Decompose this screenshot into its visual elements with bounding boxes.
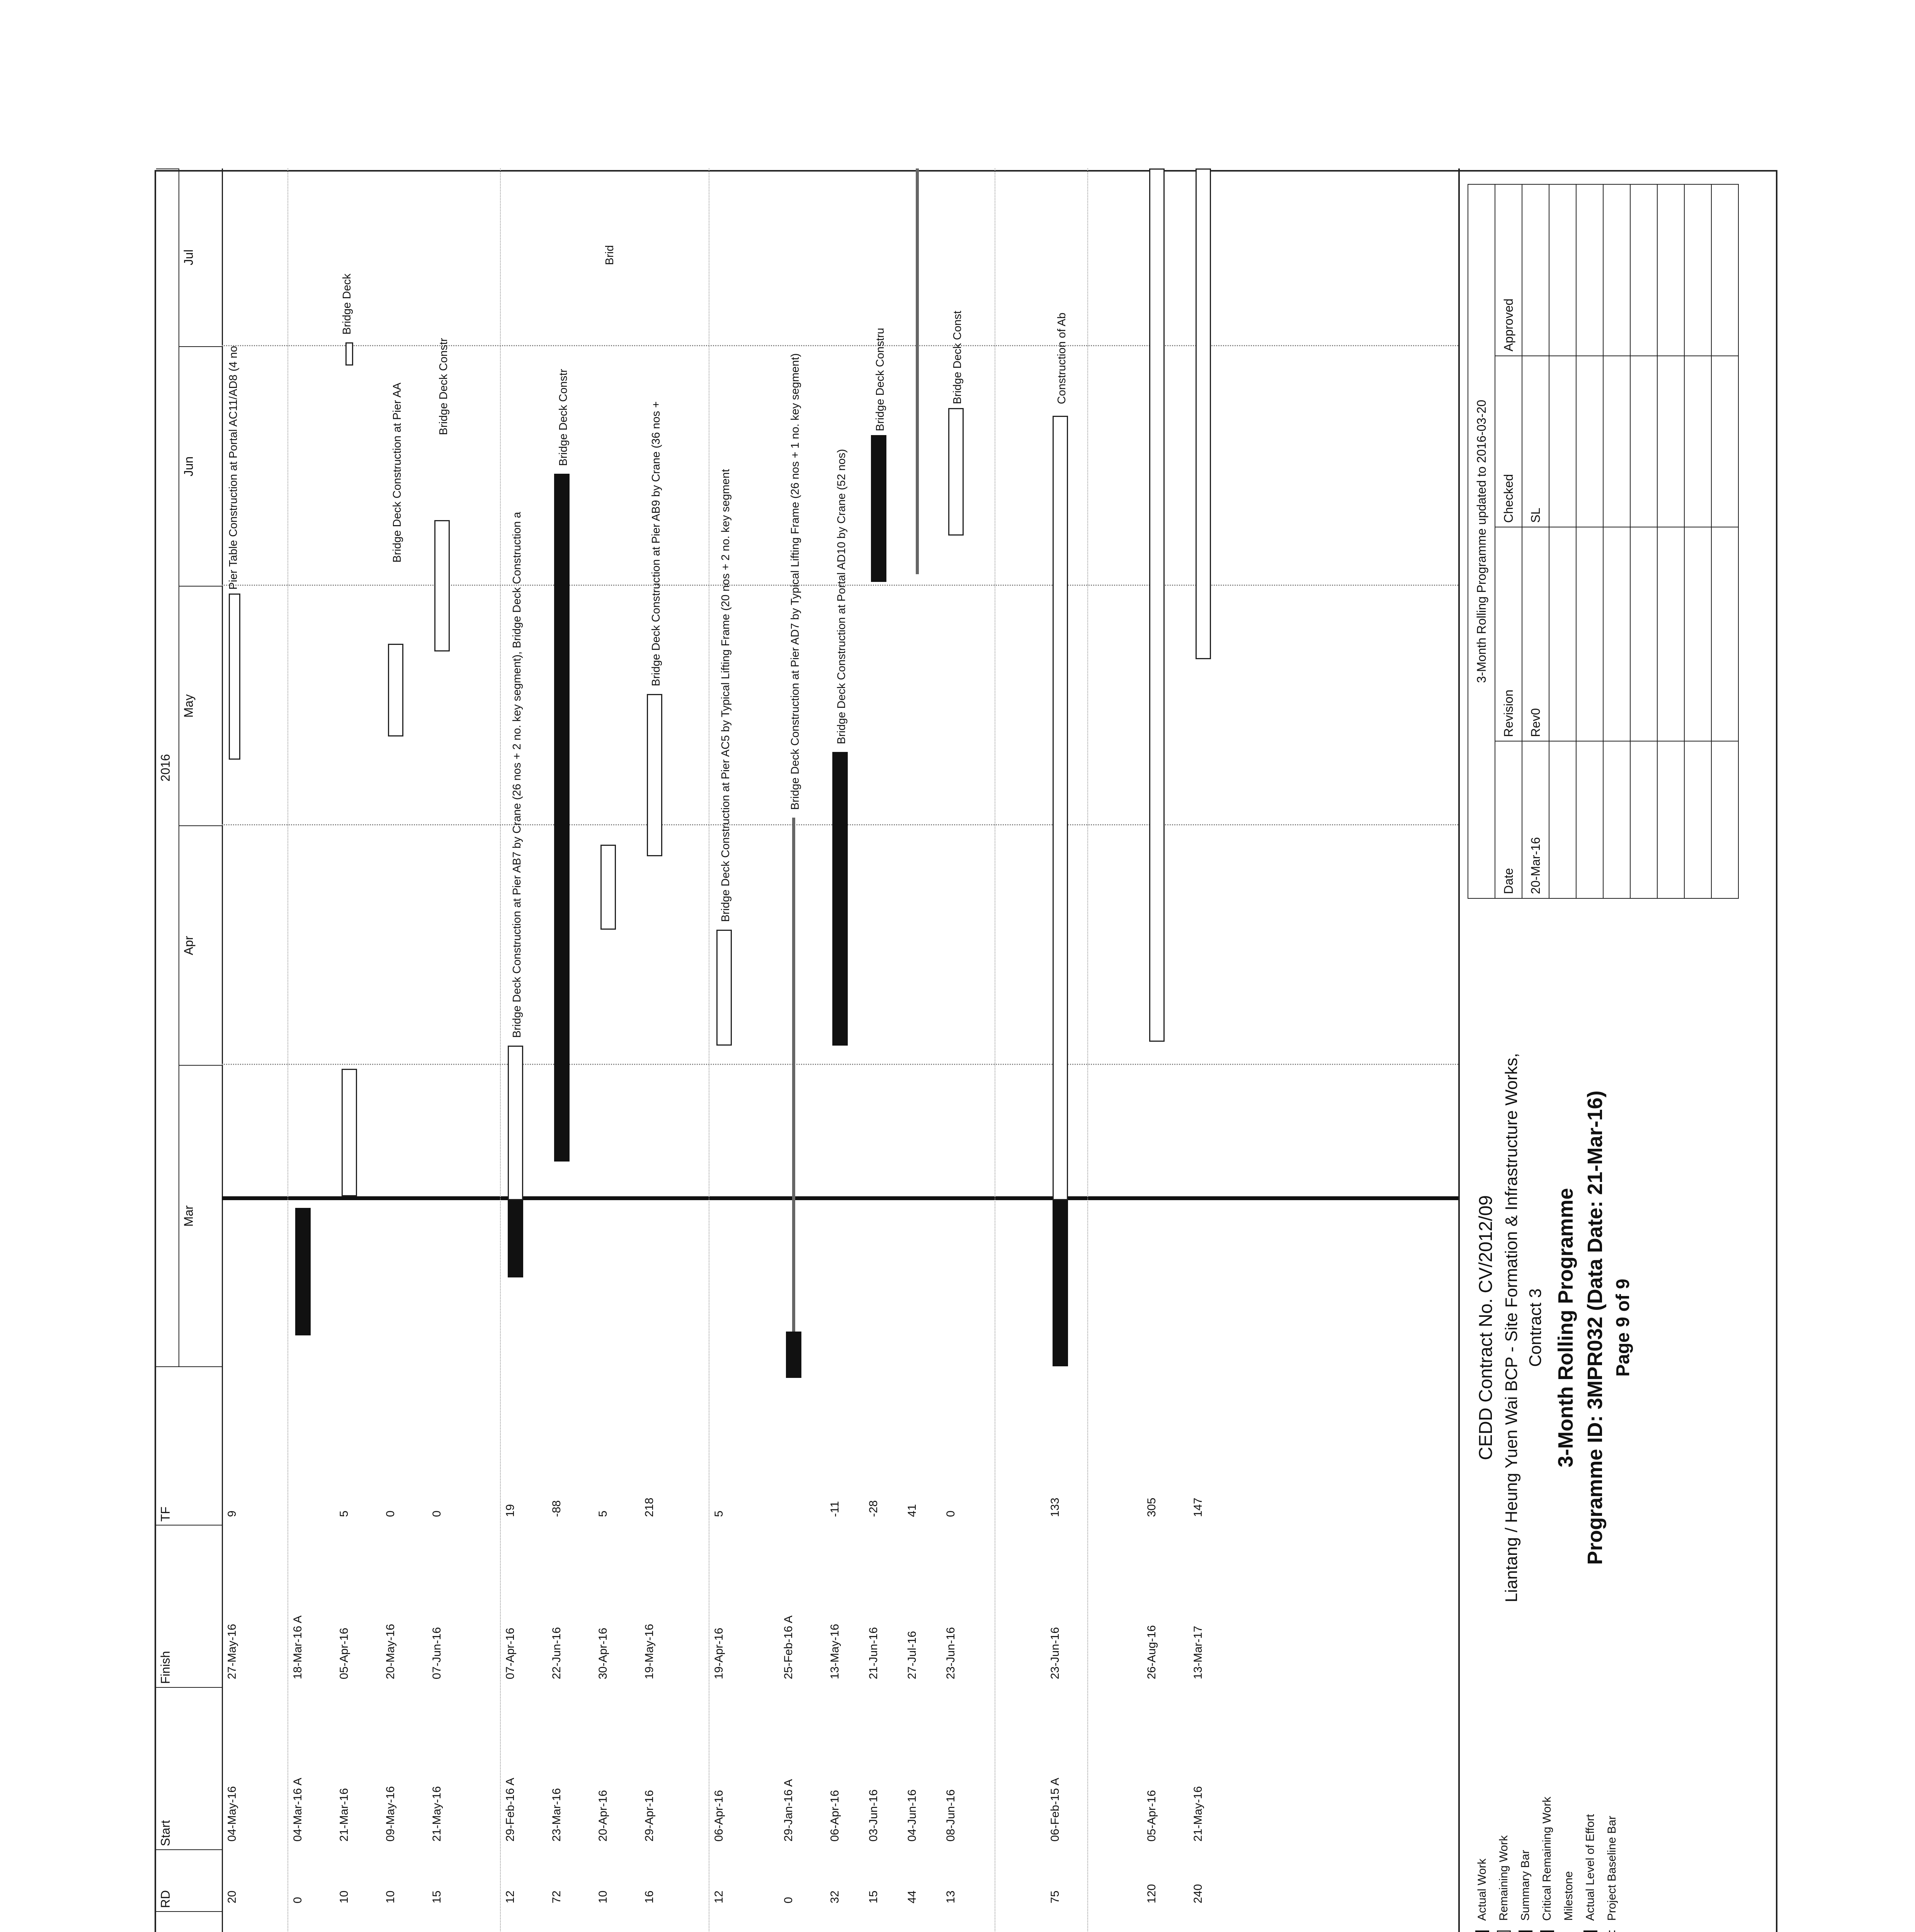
legend-critical-swatch-icon <box>1540 1930 1554 1932</box>
gantt-area <box>156 168 1458 1932</box>
gantt-bar <box>948 408 964 536</box>
activity-tf: -11 <box>828 1501 841 1517</box>
revision-date: 20-Mar-16 <box>1522 741 1549 898</box>
gantt-bar-label: Pier Table Construction at Portal AC11/AD8 (4 no <box>227 346 240 590</box>
activity-finish: 22-Jun-16 <box>550 1627 563 1679</box>
legend-label: Project Baseline Bar <box>1605 1816 1618 1921</box>
activity-tf: 305 <box>1145 1497 1158 1517</box>
legend-label: Critical Remaining Work <box>1541 1796 1553 1921</box>
activity-tf: 19 <box>504 1504 517 1517</box>
activity-finish: 13-Mar-17 <box>1192 1626 1204 1679</box>
activity-start: 06-Apr-16 <box>713 1790 725 1842</box>
title-block <box>1475 961 1634 1695</box>
gantt-bar-label: Bridge Deck Constru <box>874 328 886 431</box>
header-start: Start <box>156 1687 222 1849</box>
activity-rd: 32 <box>828 1890 841 1903</box>
activity-finish: 26-Aug-16 <box>1145 1625 1158 1679</box>
activity-rd: 44 <box>906 1890 918 1903</box>
legend-remaining-swatch-icon <box>1497 1930 1511 1932</box>
activity-start: 21-May-16 <box>430 1786 443 1842</box>
activity-rd: 0 <box>782 1897 795 1903</box>
activity-tf: 5 <box>338 1510 350 1517</box>
gantt-bar <box>1053 1200 1068 1366</box>
activity-rd: 15 <box>867 1890 880 1903</box>
header-finish: Finish <box>156 1525 222 1687</box>
contract-title: CEDD Contract No. CV/2012/09 <box>1476 1195 1496 1460</box>
legend-level-effort-swatch-icon <box>1583 1930 1597 1932</box>
header-tf: TF <box>156 1366 222 1525</box>
activity-finish: 19-May-16 <box>643 1624 656 1679</box>
page-number: Page 9 of 9 <box>1613 1279 1633 1377</box>
footer <box>1458 168 1781 1932</box>
activity-tf: 218 <box>643 1497 656 1517</box>
activity-finish: 05-Apr-16 <box>338 1628 350 1679</box>
activity-rd: 72 <box>550 1890 563 1903</box>
activity-start: 29-Apr-16 <box>643 1790 656 1842</box>
legend-label: Actual Level of Effort <box>1584 1814 1597 1921</box>
legend-actual-swatch-icon <box>1475 1930 1489 1932</box>
activity-finish: 21-Jun-16 <box>867 1627 880 1679</box>
header-rd: RD <box>156 1849 222 1911</box>
gantt-sheet <box>155 170 1777 1932</box>
gantt-bar <box>600 845 616 930</box>
activity-finish: 27-Jul-16 <box>906 1631 918 1679</box>
gantt-bar <box>434 520 450 651</box>
header-month: Jun <box>179 346 222 586</box>
gantt-bar <box>792 818 795 1332</box>
activity-start: 04-Mar-16 A <box>291 1777 304 1842</box>
gantt-bar <box>345 342 353 366</box>
activity-finish: 23-Jun-16 <box>944 1627 957 1679</box>
activity-rd: 12 <box>713 1890 725 1903</box>
gantt-bar <box>508 1200 523 1277</box>
activity-tf: 41 <box>906 1504 918 1517</box>
gantt-bar-label: Bridge Deck Constr <box>557 369 570 466</box>
gantt-bar <box>786 1332 801 1378</box>
activity-tf: 0 <box>430 1510 443 1517</box>
activity-rd: 16 <box>643 1890 656 1903</box>
revision-col-revision: Revision <box>1495 527 1522 741</box>
activity-rd: 240 <box>1192 1884 1204 1903</box>
gantt-bar-label: Construction of Ab <box>1056 313 1068 404</box>
activity-tf: 5 <box>713 1510 725 1517</box>
programme-id: Programme ID: 3MPR032 (Data Date: 21-Mar-16) <box>1583 1090 1607 1565</box>
activity-rd: 20 <box>226 1890 238 1903</box>
activity-start: 06-Feb-15 A <box>1049 1777 1061 1842</box>
row-divider <box>287 168 288 1932</box>
activity-tf: 0 <box>944 1510 957 1517</box>
activity-tf: 0 <box>384 1510 397 1517</box>
gantt-bar-label: Bridge Deck <box>341 274 353 335</box>
gantt-bar <box>647 694 662 856</box>
legend-label: Milestone <box>1562 1871 1575 1921</box>
activity-finish: 30-Apr-16 <box>597 1628 609 1679</box>
activity-finish: 23-Jun-16 <box>1049 1627 1061 1679</box>
legend-label: Summary Bar <box>1519 1850 1532 1921</box>
activity-start: 04-May-16 <box>226 1786 238 1842</box>
gantt-bar <box>229 594 240 760</box>
gantt-bar-label: Bridge Deck Construction at Pier AC5 by Typical Lifting Frame (20 nos + 2 no. key segment <box>719 469 732 922</box>
activity-start: 21-Mar-16 <box>338 1788 350 1842</box>
activity-tf: 133 <box>1049 1497 1061 1517</box>
activity-finish: 18-Mar-16 A <box>291 1615 304 1679</box>
legend <box>1471 1780 1623 1932</box>
gantt-bar <box>295 1208 311 1335</box>
activity-finish: 07-Jun-16 <box>430 1627 443 1679</box>
revision-col-date: Date <box>1495 741 1522 898</box>
revision-col-approved: Approved <box>1495 184 1522 356</box>
activity-tf: -88 <box>550 1500 563 1517</box>
activity-finish: 20-May-16 <box>384 1624 397 1679</box>
activity-tf: 147 <box>1192 1497 1204 1517</box>
activity-rd: 75 <box>1049 1890 1061 1903</box>
gantt-bar <box>832 752 848 1046</box>
revision-heading: 3-Month Rolling Programme updated to 2016-03-20 <box>1468 184 1495 898</box>
activity-tf: -28 <box>867 1500 880 1517</box>
revision-table <box>1468 184 1739 899</box>
gantt-bar-label: Bridge Deck Construction at Pier AB9 by Crane (36 nos + <box>650 401 662 686</box>
activity-start: 20-Apr-16 <box>597 1790 609 1842</box>
gantt-bar <box>871 435 886 582</box>
activity-start: 29-Jan-16 A <box>782 1779 795 1842</box>
gantt-bar-label: Bridge Deck Construction at Portal AD10 by Crane (52 nos) <box>835 449 848 744</box>
project-title: Liantang / Heung Yuen Wai BCP - Site Formation & Infrastructure Works, <box>1502 1053 1521 1602</box>
gantt-bar <box>716 930 732 1046</box>
gantt-bar-label: Brid <box>604 245 616 265</box>
header-year: 2016 <box>156 168 179 1366</box>
legend-baseline-swatch-icon <box>1609 1930 1615 1932</box>
gantt-bar <box>554 474 570 1162</box>
revision-number: Rev0 <box>1522 527 1549 741</box>
gantt-bar-label: Bridge Deck Const <box>951 311 964 404</box>
gantt-bar-label: Bridge Deck Constr <box>437 338 450 435</box>
activity-tf: 9 <box>226 1510 238 1517</box>
activity-start: 23-Mar-16 <box>550 1788 563 1842</box>
activity-rd: 10 <box>597 1890 609 1903</box>
legend-summary-swatch-icon <box>1519 1930 1532 1932</box>
programme-title: 3-Month Rolling Programme <box>1554 1188 1577 1468</box>
activity-rd: 13 <box>944 1890 957 1903</box>
revision-approved <box>1522 184 1549 356</box>
contract-subtitle: Contract 3 <box>1526 1288 1545 1367</box>
activity-start: 04-Jun-16 <box>906 1789 918 1842</box>
activity-start: 06-Apr-16 <box>828 1790 841 1842</box>
activity-start: 09-May-16 <box>384 1786 397 1842</box>
activity-finish: 27-May-16 <box>226 1624 238 1679</box>
revision-checked: SL <box>1522 356 1549 527</box>
revision-block <box>1468 184 1739 899</box>
header-month: May <box>179 586 222 825</box>
activity-start: 21-May-16 <box>1192 1786 1204 1842</box>
activity-start: 29-Feb-16 A <box>504 1777 517 1842</box>
activity-rd: 12 <box>504 1890 517 1903</box>
activity-tf: 5 <box>597 1510 609 1517</box>
activity-finish: 19-Apr-16 <box>713 1628 725 1679</box>
gantt-bar <box>508 1046 523 1200</box>
activity-finish: 07-Apr-16 <box>504 1628 517 1679</box>
activity-rd: 15 <box>430 1890 443 1903</box>
activity-rd: 120 <box>1145 1884 1158 1903</box>
revision-col-checked: Checked <box>1495 356 1522 527</box>
activity-start: 05-Apr-16 <box>1145 1790 1158 1842</box>
header-month: Mar <box>179 1065 222 1366</box>
row-divider <box>1087 168 1088 1932</box>
gantt-bar <box>1149 168 1165 1042</box>
activity-rd: 0 <box>291 1897 304 1903</box>
gantt-bar-label: Bridge Deck Construction at Pier AD7 by Typical Lifting Frame (26 nos + 1 no. key segment) <box>789 353 801 810</box>
gantt-bar <box>1053 416 1068 1200</box>
legend-label: Actual Work <box>1476 1858 1488 1921</box>
gantt-bar <box>1196 168 1211 659</box>
milestone-diamond-icon <box>1560 1930 1578 1932</box>
gantt-bar <box>342 1069 357 1196</box>
activity-finish: 25-Feb-16 A <box>782 1615 795 1679</box>
activity-finish: 13-May-16 <box>828 1624 841 1679</box>
activity-start: 08-Jun-16 <box>944 1789 957 1842</box>
activity-rd: 10 <box>384 1890 397 1903</box>
header-month: Jul <box>182 249 196 265</box>
gantt-bar-label: Bridge Deck Construction at Pier AB7 by Crane (26 nos + 2 no. key segment), Bridge Deck Construction a <box>511 512 523 1038</box>
activity-start: 03-Jun-16 <box>867 1789 880 1842</box>
row-divider <box>500 168 501 1932</box>
activity-rd: 10 <box>338 1890 350 1903</box>
header-month: Apr <box>179 825 222 1065</box>
gantt-bar <box>388 644 403 736</box>
gantt-bar <box>916 168 919 574</box>
gantt-bar-label: Bridge Deck Construction at Pier AA <box>391 383 403 563</box>
legend-label: Remaining Work <box>1497 1835 1510 1921</box>
